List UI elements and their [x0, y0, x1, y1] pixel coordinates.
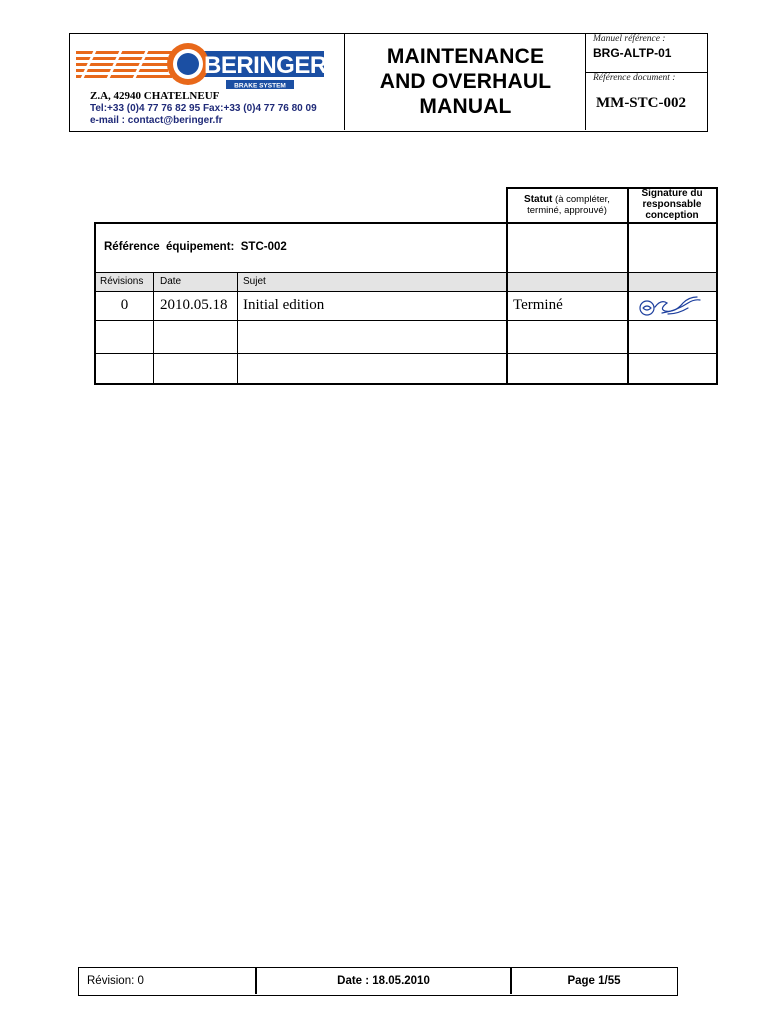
title-line-3: MANUAL: [419, 95, 512, 118]
table-column-rule: [506, 187, 508, 385]
signature-header: [628, 188, 716, 221]
title-cell: [345, 34, 586, 130]
statut-header: [507, 194, 627, 216]
logo-wordmark: BERINGER: [204, 52, 327, 79]
company-info-cell: [70, 34, 345, 130]
footer-revision: Révision: 0: [87, 975, 144, 987]
manual-reference-value: BRG-ALTP-01: [593, 46, 672, 60]
footer-page-number: Page 1/55: [567, 975, 621, 987]
revision-status: Terminé: [513, 297, 563, 313]
table-rule: [94, 272, 718, 273]
column-header-revisions: Révisions: [100, 276, 144, 287]
signature-header-line: Signature du: [641, 188, 703, 199]
table-column-rule: [153, 272, 154, 385]
signature-header-line: responsable: [642, 199, 702, 210]
document-footer: [78, 967, 678, 996]
document-reference-caption: Référence document :: [593, 73, 676, 83]
revision-subject: Initial edition: [243, 297, 325, 313]
equipment-reference: Référence équipement: STC-002: [104, 241, 287, 253]
document-title: [345, 44, 586, 119]
table-rule: [94, 320, 718, 321]
table-rule: [94, 291, 718, 292]
manual-reference-caption: Manuel référence :: [593, 34, 666, 44]
title-line-1: MAINTENANCE: [386, 45, 545, 68]
signature-header-line: conception: [645, 210, 699, 221]
reference-cell: [586, 34, 707, 130]
statut-note: terminé, approuvé): [527, 205, 607, 216]
table-border-top: [94, 222, 718, 224]
document-reference-value: MM-STC-002: [596, 95, 686, 111]
column-header-subject: Sujet: [243, 276, 266, 287]
table-column-rule: [237, 272, 238, 385]
statut-label: Statut: [524, 194, 553, 205]
column-header-band: [95, 273, 717, 291]
logo-subtext: BRAKE SYSTEM: [234, 82, 286, 90]
statut-note: (à compléter,: [555, 194, 610, 205]
reference-divider: [586, 72, 707, 73]
beringer-logo: [76, 41, 334, 91]
table-border-bottom: [94, 383, 718, 385]
revision-number: 0: [120, 297, 129, 313]
title-line-2: AND OVERHAUL: [379, 70, 552, 93]
footer-date: Date : 18.05.2010: [337, 975, 430, 987]
table-border-right: [716, 187, 718, 385]
phone-fax-line: Tel:+33 (0)4 77 76 82 95 Fax:+33 (0)4 77 76 80 09: [90, 103, 317, 114]
address-line: Z.A, 42940 CHATELNEUF: [90, 90, 220, 102]
column-header-date: Date: [160, 276, 182, 287]
handwritten-signature: [638, 294, 704, 320]
table-rule: [94, 353, 718, 354]
revision-date: 2010.05.18: [160, 297, 228, 313]
document-header: [69, 33, 708, 132]
email-line: e-mail : contact@beringer.fr: [90, 115, 223, 126]
